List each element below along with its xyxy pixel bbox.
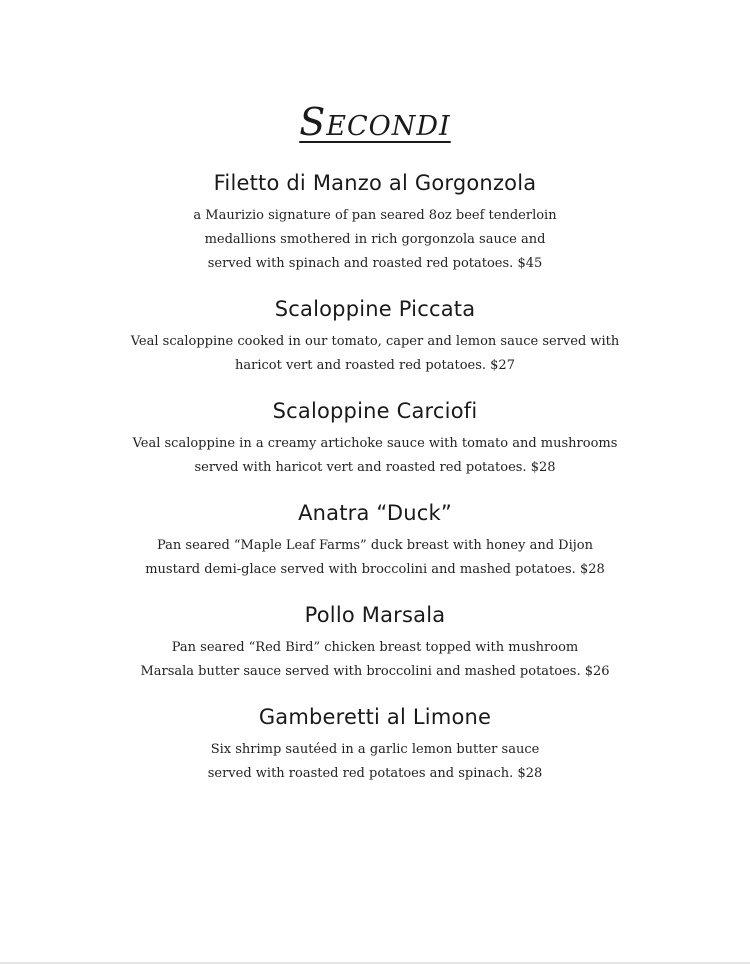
description-line: medallions smothered in rich gorgonzola sauce and <box>204 232 546 247</box>
description-line: Veal scaloppine cooked in our tomato, caper and lemon sauce served with <box>130 334 620 349</box>
dish-anatra-duck <box>0 498 750 582</box>
description-line: served with spinach and roasted red potatoes. $45 <box>207 256 543 271</box>
dish-scaloppine-piccata <box>0 294 750 378</box>
description-line: mustard demi-glace served with broccolini and mashed potatoes. $28 <box>145 562 605 577</box>
dish-name: Gamberetti al Limone <box>258 705 492 729</box>
description-line: a Maurizio signature of pan seared 8oz beef tenderloin <box>193 208 557 223</box>
description-line: Veal scaloppine in a creamy artichoke sauce with tomato and mushrooms <box>132 436 618 451</box>
dish-description <box>0 330 750 378</box>
description-line: served with roasted red potatoes and spinach. $28 <box>207 766 543 781</box>
dish-name: Filetto di Manzo al Gorgonzola <box>213 171 537 195</box>
menu-title-text: Secondi <box>299 100 451 144</box>
description-line: Six shrimp sautéed in a garlic lemon butter sauce <box>210 742 540 757</box>
dish-pollo-marsala <box>0 600 750 684</box>
dish-list <box>0 168 750 804</box>
description-line: Marsala butter sauce served with broccolini and mashed potatoes. $26 <box>140 664 610 679</box>
description-line: haricot vert and roasted red potatoes. $27 <box>235 358 515 373</box>
dish-name: Pollo Marsala <box>304 603 446 627</box>
dish-name: Anatra “Duck” <box>298 501 452 525</box>
description-line: Pan seared “Maple Leaf Farms” duck breast with honey and Dijon <box>157 538 593 553</box>
dish-gamberetti-al-limone <box>0 702 750 786</box>
dish-scaloppine-carciofi <box>0 396 750 480</box>
dish-description <box>0 738 750 786</box>
dish-description <box>0 534 750 582</box>
dish-filetto-di-manzo <box>0 168 750 276</box>
dish-name: Scaloppine Carciofi <box>272 399 478 423</box>
dish-name: Scaloppine Piccata <box>274 297 476 321</box>
description-line: Pan seared “Red Bird” chicken breast topped with mushroom <box>171 640 579 655</box>
dish-description <box>0 636 750 684</box>
description-line: served with haricot vert and roasted red potatoes. $28 <box>194 460 556 475</box>
dish-description <box>0 432 750 480</box>
dish-description <box>0 204 750 276</box>
menu-title <box>0 100 750 144</box>
